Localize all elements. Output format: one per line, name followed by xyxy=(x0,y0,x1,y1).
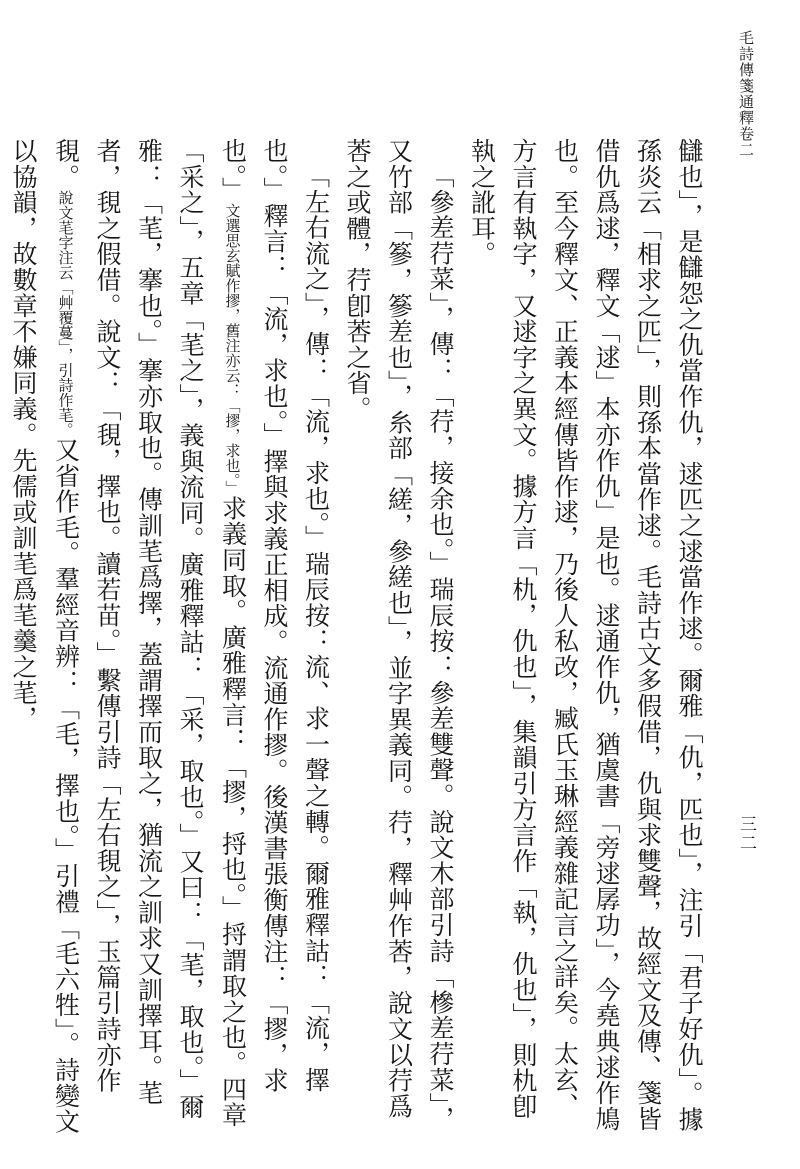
interlinear-note-2: 說文芼字注云「艸覆蔓」，引詩作芼。 xyxy=(56,189,75,438)
interlinear-note-1: 文選思玄賦作摎，舊注亦云：「摎，求也。」 xyxy=(223,202,242,496)
body-text xyxy=(9,138,710,1138)
paragraph-3-text-c: 又省作毛。羣經音辨：「毛，擇也。」引禮「毛六牲」。詩變文以協韻，故數章不嫌同義。先儒或訓芼爲芼羹之芼， xyxy=(9,138,81,1135)
paragraph-1: 讎也」，是讎怨之仇當作仇，逑匹之逑當作逑。爾雅「仇，匹也」，注引「君子好仇」。據孫炎云「相求之匹」，則孫本當作逑。毛詩古文多假借，仇與求雙聲，故經文及傳、箋皆借仇爲逑，釋文「逑」本亦作仇」是也。逑通作仇，猶虞書「旁逑孱功」，今堯典逑作鳩也。至今釋文、正義本經傳皆作逑，乃後人私改，臧氏玉琳經義雜記言之詳矣。太玄、方言有執字，又逑字之異文。據方言「朹，仇也」，集韻引方言作「執，仇也」，則朹卽執之訛耳。 xyxy=(467,138,704,1133)
page-number: 三二 xyxy=(736,815,756,853)
running-head: 毛詩傳箋通釋卷二 xyxy=(737,30,755,158)
paragraph-3 xyxy=(3,138,337,1138)
paragraph-3-text-b: 求義同取。廣雅釋言：「摎，捋也。」捋謂取之也。四章「采之」，五章「芼之」，義與流同。廣雅釋詁：「采，取也。」又曰：「芼，取也。」爾雅：「芼，搴也。」搴亦取也。傳訓芼爲擇，蓋謂擇而取之，猶流之訓求又訓擇耳。芼者，覒之假借。說文：「覒，擇也。讀若苗。」繫傳引詩「左右覒之」，玉篇引詩亦作覒。 xyxy=(51,138,248,1128)
paragraph-2: 「參差荇菜」，傳：「荇，接余也。」瑞辰按：參差雙聲。說文木部引詩「槮差荇菜」，又竹部「篸，篸差也」，糸部「縒，參縒也」，並字異義同。荇，釋艸作莕，說文以荇爲莕之或體，荇卽莕之省。 xyxy=(343,138,455,1132)
paragraph-3-text-a: 「左右流之」，傳：「流，求也。」瑞辰按：流、求一聲之轉。爾雅釋詁：「流，擇也。」釋言：「流，求也。」擇與求義正相成。流通作摎。後漢書張衡傳注：「摎，求也。」 xyxy=(218,138,331,1094)
